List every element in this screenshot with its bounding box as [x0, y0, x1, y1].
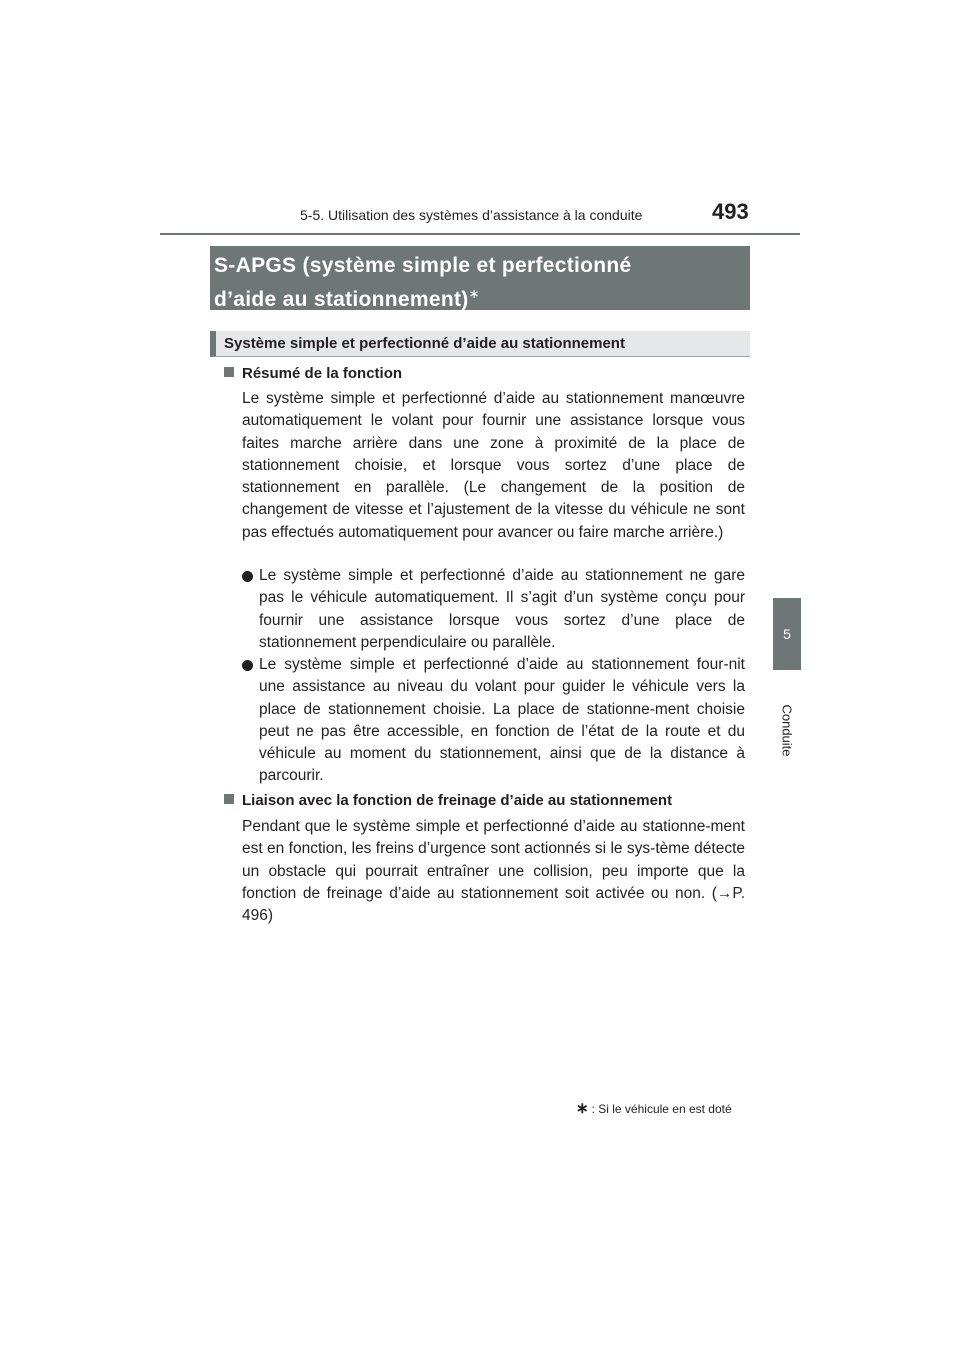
braking-paragraph: Pendant que le système simple et perfectionné d’aide au stationne-ment est en fonction, les freins d’urgence sont actionnés si le sys-tème détecte un obstacle qui pourrait entraîner une collision, peu importe que la fonction de freinage d’aide au stationnement soit activée ou non. (→P. 496): [242, 818, 745, 925]
square-bullet-icon: [224, 794, 234, 804]
section-title-line-1: S-APGS (système simple et perfectionné: [214, 254, 632, 277]
heading-summary-text: Résumé de la fonction: [242, 365, 403, 382]
heading-braking: [224, 792, 672, 809]
heading-braking-text: Liaison avec la fonction de freinage d’aide au stationnement: [242, 792, 673, 809]
chapter-tab-label: [760, 703, 814, 757]
summary-paragraph: Le système simple et perfectionné d’aide au stationnement manœuvre automatiquement le volant pour fournir une assistance lorsque vous faites marche arrière dans une zone à proximité de la place de stationnement choisie, et lorsque vous sortez d’une place de stationnement en parallèle. (Le changement de la position de changement de vitesse et l’ajustement de la vitesse du véhicule ne sont pas effectués automatiquement pour avancer ou faire marche arrière.): [242, 390, 745, 541]
summary-bullet-2: [242, 654, 745, 788]
chapter-tab-number: 5: [773, 598, 801, 670]
section-title: [210, 246, 750, 310]
header-divider: [160, 233, 800, 235]
chapter-label-text: Conduite: [779, 703, 795, 757]
round-bullet-icon: [242, 571, 253, 582]
footnote: [576, 1099, 732, 1117]
section-title-line-2: [214, 280, 750, 314]
round-bullet-icon: [242, 660, 253, 671]
summary-bullet-1: [242, 565, 745, 654]
section-title-line-2-text: d’aide au stationnement): [214, 288, 469, 311]
asterisk-icon: ∗: [576, 1100, 589, 1117]
heading-summary: [224, 365, 402, 382]
page-number: 493: [712, 199, 749, 224]
subsection-title: Système simple et perfectionné d’aide au stationnement: [210, 331, 750, 357]
running-header-section: 5-5. Utilisation des systèmes d’assistance à la conduite: [300, 207, 643, 223]
square-bullet-icon: [224, 367, 234, 377]
summary-bullet-2-text: Le système simple et perfectionné d’aide au stationnement four-nit une assistance au niveau du volant pour guider le véhicule vers la place de stationnement choisie. La place de stationne-ment choisie peut ne pas être accessible, en fonction de l’état de la route et du véhicule au moment du stationnement, ainsi que de la distance à parcourir.: [259, 656, 745, 785]
footnote-text: : Si le véhicule en est doté: [591, 1102, 732, 1116]
title-asterisk: ∗: [468, 286, 480, 301]
summary-bullet-1-text: Le système simple et perfectionné d’aide au stationnement ne gare pas le véhicule automatiquement. Il s’agit d’un système conçu pour fournir une assistance lorsque vous sortez d’une place de stationnement perpendiculaire ou parallèle.: [259, 567, 745, 651]
